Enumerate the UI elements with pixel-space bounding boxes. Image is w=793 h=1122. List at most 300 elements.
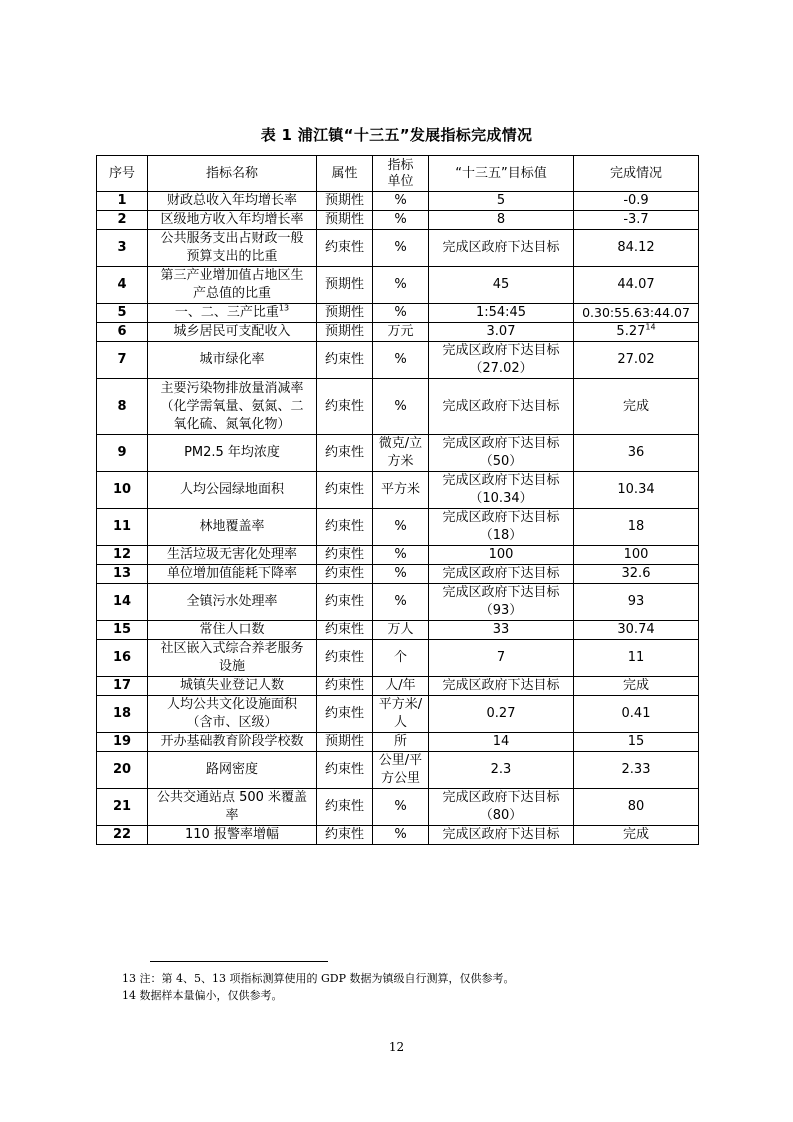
cell-result-text: 完成 [622, 827, 649, 842]
cell-seq-text: 11 [112, 519, 132, 534]
cell-name-text: 110 报警率增幅 [185, 827, 279, 842]
table-row [97, 677, 699, 696]
cell-seq-text: 1 [117, 193, 127, 208]
cell-result-text: 27.02 [617, 352, 655, 367]
cell-attr-text: 预期性 [324, 193, 364, 208]
cell-target-text: 完成区政府下达目标 [442, 398, 560, 414]
table-title: 表 1 浦江镇“十三五”发展指标完成情况 [260, 126, 533, 144]
cell-result-text: 5.27 [616, 324, 646, 339]
table-row [97, 584, 699, 621]
cell-result [574, 565, 699, 584]
cell-target [429, 267, 574, 304]
page-number: 12 [388, 1040, 405, 1054]
cell-attr-text: 预期性 [324, 305, 364, 320]
cell-name-text: 第三产业增加值占地区生 产总值的比重 [160, 268, 304, 301]
cell-attr-text: 约束性 [324, 762, 364, 777]
cell-target-text: 完成区政府下达目标 （27.02） [442, 343, 560, 376]
header-seq: 序号 [97, 156, 148, 192]
cell-target-text: 3.07 [486, 324, 516, 339]
cell-seq [97, 789, 148, 826]
table-row [97, 342, 699, 379]
cell-seq [97, 696, 148, 733]
cell-result [574, 640, 699, 677]
header-attr: 属性 [317, 156, 373, 192]
cell-name [148, 379, 317, 435]
table-row [97, 472, 699, 509]
cell-name-text: 财政总收入年均增长率 [166, 193, 297, 208]
cell-attr-text: 约束性 [324, 706, 364, 721]
cell-attr-text: 预期性 [324, 212, 364, 227]
footnote-13: 13 注：第 4、5、13 项指标测算使用的 GDP 数据为镇级自行测算，仅供参考。 [122, 972, 515, 985]
cell-attr-text: 约束性 [324, 594, 364, 609]
cell-name [148, 472, 317, 509]
cell-unit-text: % [394, 827, 407, 842]
cell-name [148, 323, 317, 342]
cell-name [148, 640, 317, 677]
cell-target [429, 304, 574, 323]
cell-target-text: 2.3 [490, 762, 512, 777]
cell-target-text: 完成区政府下达目标 （50） [442, 436, 560, 469]
footnote-ref: 14 [645, 322, 656, 332]
cell-seq-text: 16 [112, 650, 132, 665]
cell-unit [373, 304, 429, 323]
cell-result [574, 472, 699, 509]
cell-name-text: 公共交通站点 500 米覆盖 率 [156, 790, 308, 823]
cell-unit-text: % [394, 240, 407, 255]
cell-attr [317, 211, 373, 230]
cell-unit-text: % [394, 594, 407, 609]
cell-attr-text: 约束性 [324, 678, 364, 693]
cell-attr [317, 230, 373, 267]
cell-target-text: 完成区政府下达目标 [442, 240, 560, 255]
cell-attr [317, 267, 373, 304]
cell-unit-text: % [394, 547, 407, 562]
table-row [97, 546, 699, 565]
cell-result-text: 完成 [622, 678, 649, 693]
cell-name-text: PM2.5 年均浓度 [184, 445, 280, 460]
cell-result-text: 2.33 [621, 762, 651, 777]
cell-seq [97, 211, 148, 230]
cell-target [429, 733, 574, 752]
cell-name [148, 696, 317, 733]
cell-name [148, 509, 317, 546]
table-row [97, 826, 699, 845]
cell-name [148, 677, 317, 696]
cell-result-text: 100 [623, 547, 649, 562]
cell-unit-text: 万人 [387, 622, 414, 637]
cell-seq-text: 3 [117, 240, 127, 255]
cell-attr [317, 752, 373, 789]
cell-target-text: 100 [488, 547, 514, 562]
cell-attr-text: 约束性 [324, 445, 364, 460]
table-row [97, 435, 699, 472]
cell-seq [97, 546, 148, 565]
table-row [97, 379, 699, 435]
cell-result-text: 30.74 [617, 622, 655, 637]
cell-target [429, 435, 574, 472]
cell-unit-text: 平方米 [380, 482, 420, 497]
cell-result [574, 696, 699, 733]
cell-target-text: 完成区政府下达目标 （10.34） [442, 473, 560, 506]
cell-name [148, 230, 317, 267]
cell-target [429, 621, 574, 640]
cell-attr-text: 约束性 [324, 352, 364, 367]
cell-unit-text: % [394, 352, 407, 367]
cell-unit [373, 472, 429, 509]
cell-seq [97, 435, 148, 472]
cell-attr-text: 约束性 [324, 519, 364, 534]
cell-result [574, 342, 699, 379]
cell-target [429, 696, 574, 733]
cell-attr [317, 789, 373, 826]
cell-unit-text: 万元 [387, 324, 414, 339]
cell-name-text: 开办基础教育阶段学校数 [160, 734, 304, 749]
cell-unit [373, 752, 429, 789]
header-name: 指标名称 [148, 156, 317, 192]
cell-seq [97, 752, 148, 789]
cell-result-text: 0.41 [621, 706, 651, 721]
cell-target-text: 完成区政府下达目标 [442, 566, 560, 581]
table-row [97, 323, 699, 342]
cell-target-text: 完成区政府下达目标 （80） [442, 790, 560, 823]
cell-seq-text: 9 [117, 445, 127, 460]
cell-name [148, 342, 317, 379]
cell-name-text: 路网密度 [205, 762, 258, 777]
footnote-ref: 13 [278, 303, 290, 313]
cell-result-text: 0.30:55.63:44.07 [582, 305, 690, 320]
cell-target-text: 45 [492, 277, 510, 292]
cell-unit [373, 546, 429, 565]
cell-attr [317, 435, 373, 472]
cell-attr-text: 约束性 [324, 566, 364, 581]
cell-unit-text: % [394, 305, 407, 320]
cell-unit [373, 677, 429, 696]
cell-unit-text: % [394, 277, 407, 292]
cell-unit [373, 323, 429, 342]
cell-target [429, 640, 574, 677]
cell-target [429, 789, 574, 826]
cell-attr-text: 约束性 [324, 799, 364, 814]
table-row [97, 621, 699, 640]
cell-result-text: 15 [627, 734, 645, 749]
cell-unit [373, 211, 429, 230]
table-row [97, 640, 699, 677]
cell-unit [373, 192, 429, 211]
cell-result [574, 546, 699, 565]
cell-seq [97, 640, 148, 677]
cell-name [148, 435, 317, 472]
cell-name-text: 生活垃圾无害化处理率 [166, 547, 297, 562]
table-row [97, 267, 699, 304]
cell-attr-text: 约束性 [324, 398, 364, 414]
cell-attr-text: 约束性 [324, 547, 364, 562]
cell-unit [373, 826, 429, 845]
cell-result-text: 32.6 [621, 566, 651, 581]
cell-name-text: 城乡居民可支配收入 [173, 324, 291, 339]
cell-name [148, 621, 317, 640]
cell-name [148, 789, 317, 826]
cell-unit [373, 621, 429, 640]
cell-seq [97, 472, 148, 509]
cell-seq [97, 379, 148, 435]
cell-seq-text: 17 [112, 678, 132, 693]
header-target: “十三五”目标值 [429, 156, 574, 192]
cell-name [148, 267, 317, 304]
cell-result [574, 752, 699, 789]
cell-name-text: 人均公园绿地面积 [179, 482, 284, 497]
header-unit: 指标 单位 [373, 156, 429, 192]
table-row [97, 211, 699, 230]
cell-name [148, 752, 317, 789]
table-row [97, 789, 699, 826]
cell-attr [317, 192, 373, 211]
cell-result-text: 80 [627, 799, 645, 814]
indicator-table [96, 155, 699, 845]
cell-attr-text: 约束性 [324, 622, 364, 637]
cell-attr [317, 677, 373, 696]
cell-result [574, 379, 699, 435]
cell-result [574, 789, 699, 826]
table-row [97, 565, 699, 584]
cell-name [148, 826, 317, 845]
cell-result-text: 10.34 [617, 482, 655, 497]
cell-name [148, 565, 317, 584]
cell-unit [373, 696, 429, 733]
footnote-14: 14 数据样本量偏小，仅供参考。 [122, 989, 283, 1002]
cell-attr [317, 733, 373, 752]
cell-attr [317, 342, 373, 379]
cell-unit [373, 435, 429, 472]
cell-result-text: 93 [627, 594, 645, 609]
cell-seq-text: 13 [112, 566, 132, 581]
cell-result [574, 323, 699, 342]
cell-unit-text: % [394, 193, 407, 208]
cell-target [429, 565, 574, 584]
cell-name-text: 公共服务支出占财政一般 预算支出的比重 [160, 231, 304, 264]
cell-seq-text: 14 [112, 594, 132, 609]
cell-result-text: 36 [627, 445, 645, 460]
cell-unit [373, 267, 429, 304]
cell-seq [97, 304, 148, 323]
cell-result-text: 44.07 [617, 277, 655, 292]
cell-unit [373, 733, 429, 752]
cell-seq [97, 584, 148, 621]
table-row [97, 230, 699, 267]
cell-result [574, 509, 699, 546]
header-result: 完成情况 [574, 156, 699, 192]
cell-unit-text: 个 [393, 650, 407, 665]
cell-attr-text: 预期性 [324, 277, 364, 292]
cell-result [574, 230, 699, 267]
footnote-rule [150, 961, 328, 962]
table-row [97, 304, 699, 323]
cell-seq-text: 12 [112, 547, 132, 562]
cell-name-text: 社区嵌入式综合养老服务 设施 [160, 641, 304, 674]
cell-name-text: 区级地方收入年均增长率 [160, 212, 304, 227]
table-row [97, 752, 699, 789]
cell-attr [317, 323, 373, 342]
cell-seq-text: 20 [112, 762, 132, 777]
cell-name [148, 733, 317, 752]
cell-unit-text: % [394, 398, 407, 414]
cell-attr-text: 约束性 [324, 240, 364, 255]
cell-target-text: 7 [496, 650, 506, 665]
cell-result-text: 84.12 [617, 240, 655, 255]
cell-target [429, 752, 574, 789]
header-row [97, 156, 699, 192]
cell-unit-text: 微克/立 方米 [378, 436, 423, 469]
cell-seq [97, 267, 148, 304]
cell-result-text: -3.7 [623, 212, 649, 227]
cell-name [148, 304, 317, 323]
cell-attr [317, 621, 373, 640]
cell-unit [373, 509, 429, 546]
cell-name-text: 城市绿化率 [199, 352, 265, 367]
cell-seq-text: 18 [112, 706, 132, 721]
cell-target-text: 8 [496, 212, 506, 227]
cell-result-text: -0.9 [623, 193, 649, 208]
cell-target-text: 完成区政府下达目标 [442, 678, 560, 693]
cell-attr [317, 696, 373, 733]
cell-target-text: 完成区政府下达目标 （93） [442, 585, 560, 618]
cell-attr-text: 预期性 [324, 734, 364, 749]
cell-seq-text: 15 [112, 622, 132, 637]
cell-result [574, 267, 699, 304]
cell-seq [97, 342, 148, 379]
cell-name-text: 主要污染物排放量消减率 （化学需氧量、氨氮、二 氧化硫、氮氧化物） [160, 380, 304, 432]
cell-result-text: 11 [627, 650, 645, 665]
cell-seq [97, 323, 148, 342]
cell-result-text: 完成 [622, 398, 649, 414]
cell-target-text: 5 [496, 193, 506, 208]
cell-target [429, 677, 574, 696]
table-row [97, 733, 699, 752]
cell-seq [97, 565, 148, 584]
cell-seq-text: 6 [117, 324, 127, 339]
cell-target [429, 323, 574, 342]
cell-seq [97, 192, 148, 211]
cell-seq-text: 4 [117, 277, 127, 292]
cell-seq [97, 621, 148, 640]
cell-attr [317, 379, 373, 435]
cell-attr [317, 584, 373, 621]
cell-name-text: 单位增加值能耗下降率 [166, 566, 297, 581]
cell-unit-text: % [394, 799, 407, 814]
cell-unit [373, 379, 429, 435]
cell-target-text: 1:54:45 [475, 305, 527, 320]
cell-unit [373, 584, 429, 621]
cell-target-text: 完成区政府下达目标 [442, 827, 560, 842]
cell-target [429, 211, 574, 230]
table-row [97, 696, 699, 733]
cell-result [574, 584, 699, 621]
cell-result [574, 211, 699, 230]
cell-attr [317, 640, 373, 677]
cell-attr [317, 565, 373, 584]
cell-target [429, 584, 574, 621]
cell-unit-text: 所 [393, 734, 407, 749]
table-row [97, 509, 699, 546]
cell-seq-text: 7 [117, 352, 127, 367]
cell-target-text: 14 [492, 734, 510, 749]
cell-unit-text: % [394, 566, 407, 581]
cell-name [148, 192, 317, 211]
table-row [97, 192, 699, 211]
cell-seq-text: 8 [117, 398, 127, 414]
cell-seq [97, 826, 148, 845]
cell-target-text: 33 [492, 622, 510, 637]
cell-attr [317, 546, 373, 565]
cell-target-text: 完成区政府下达目标 （18） [442, 510, 560, 543]
cell-attr [317, 304, 373, 323]
cell-target [429, 342, 574, 379]
cell-target [429, 192, 574, 211]
cell-attr-text: 约束性 [324, 650, 364, 665]
cell-result [574, 192, 699, 211]
cell-attr-text: 预期性 [324, 324, 364, 339]
cell-seq [97, 509, 148, 546]
cell-unit-text: 人/年 [385, 678, 416, 693]
cell-seq-text: 21 [112, 799, 132, 814]
cell-name-text: 林地覆盖率 [199, 519, 265, 534]
cell-name [148, 211, 317, 230]
cell-seq [97, 677, 148, 696]
cell-seq-text: 19 [112, 734, 132, 749]
cell-name-text: 全镇污水处理率 [186, 594, 278, 609]
cell-attr-text: 约束性 [324, 482, 364, 497]
cell-unit-text: % [394, 519, 407, 534]
cell-seq-text: 5 [117, 305, 127, 320]
cell-unit [373, 230, 429, 267]
cell-attr [317, 472, 373, 509]
cell-unit-text: % [394, 212, 407, 227]
cell-name-text: 常住人口数 [199, 622, 265, 637]
cell-name [148, 546, 317, 565]
cell-unit [373, 789, 429, 826]
cell-target-text: 0.27 [486, 706, 516, 721]
cell-target [429, 826, 574, 845]
cell-unit [373, 640, 429, 677]
cell-unit-text: 公里/平 方公里 [378, 753, 423, 786]
cell-unit [373, 565, 429, 584]
cell-seq-text: 22 [112, 827, 132, 842]
cell-unit-text: 平方米/ 人 [378, 697, 423, 730]
cell-result-text: 18 [627, 519, 645, 534]
cell-target [429, 379, 574, 435]
cell-name-text: 人均公共文化设施面积 （含市、区级） [166, 697, 297, 730]
cell-name-text: 一、二、三产比重 [174, 305, 279, 320]
cell-seq-text: 10 [112, 482, 132, 497]
cell-seq [97, 230, 148, 267]
cell-seq-text: 2 [117, 212, 127, 227]
cell-name-text: 城镇失业登记人数 [179, 678, 284, 693]
cell-attr [317, 826, 373, 845]
cell-target [429, 230, 574, 267]
cell-seq [97, 733, 148, 752]
cell-result [574, 304, 699, 323]
cell-result [574, 435, 699, 472]
cell-name [148, 584, 317, 621]
cell-target [429, 509, 574, 546]
cell-result [574, 733, 699, 752]
cell-attr-text: 约束性 [324, 827, 364, 842]
cell-attr [317, 509, 373, 546]
cell-unit [373, 342, 429, 379]
cell-result [574, 621, 699, 640]
cell-target [429, 546, 574, 565]
cell-result [574, 677, 699, 696]
cell-result [574, 826, 699, 845]
